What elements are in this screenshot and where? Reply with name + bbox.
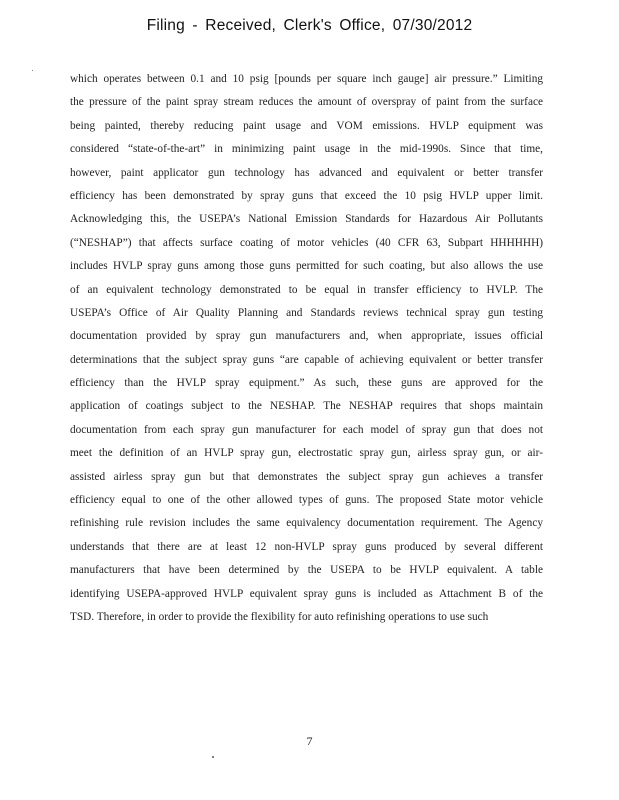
scan-speck	[212, 756, 214, 758]
text-line: considered “state-of-the-art” in minimizing paint usage in the mid-1990s. Since that time,	[70, 143, 543, 156]
filing-stamp-header: Filing - Received, Clerk's Office, 07/30/2012	[146, 17, 473, 34]
text-line: includes HVLP spray guns among those guns permitted for such coating, but also allows the use	[70, 260, 543, 273]
text-line: the pressure of the paint spray stream reduces the amount of overspray of paint from the surface	[70, 96, 543, 109]
text-line: TSD. Therefore, in order to provide the flexibility for auto refinishing operations to use such	[70, 610, 489, 623]
text-line: meet the definition of an HVLP spray gun, electrostatic spray gun, airless spray gun, or air-	[70, 447, 543, 460]
text-line: application of coatings subject to the NESHAP. The NESHAP requires that shops maintain	[70, 400, 543, 413]
text-line: identifying USEPA-approved HVLP equivalent spray guns is included as Attachment B of the	[70, 587, 543, 600]
body-paragraph	[70, 68, 543, 629]
text-line: understands that there are at least 12 non-HVLP spray guns produced by several different	[70, 540, 543, 553]
text-line: manufacturers that have been determined by the USEPA to be HVLP equivalent. A table	[70, 564, 543, 577]
text-line: (“NESHAP”) that affects surface coating of motor vehicles (40 CFR 63, Subpart HHHHHH)	[70, 236, 543, 249]
text-line: which operates between 0.1 and 10 psig [pounds per square inch gauge] air pressure.” Limiting	[70, 73, 543, 85]
scan-speck	[32, 70, 33, 71]
text-line: assisted airless spray gun but that demonstrates the subject spray gun achieves a transfer	[70, 470, 543, 483]
text-line: documentation from each spray gun manufacturer for each model of spray gun that does not	[70, 423, 543, 436]
text-line: documentation provided by spray gun manufacturers and, when appropriate, issues official	[70, 330, 543, 343]
page-number: 7	[306, 734, 313, 748]
text-line: USEPA’s Office of Air Quality Planning and Standards reviews technical spray gun testing	[70, 306, 543, 319]
text-line: being painted, thereby reducing paint usage and VOM emissions. HVLP equipment was	[70, 119, 543, 132]
text-line: efficiency equal to one of the other allowed types of guns. The proposed State motor vehicle	[70, 494, 543, 507]
text-line: Acknowledging this, the USEPA’s National Emission Standards for Hazardous Air Pollutants	[70, 213, 543, 226]
text-line: efficiency than the HVLP spray equipment.” As such, these guns are approved for the	[70, 377, 543, 390]
text-line: however, paint applicator gun technology has advanced and equivalent or better transfer	[70, 166, 543, 179]
text-line: refinishing rule revision includes the same equivalency documentation requirement. The Agency	[70, 517, 543, 530]
text-line: of an equivalent technology demonstrated to be equal in transfer efficiency to HVLP. The	[70, 283, 543, 296]
text-line: determinations that the subject spray guns “are capable of achieving equivalent or better transfer	[70, 353, 543, 366]
text-line: efficiency has been demonstrated by spray guns that exceed the 10 psig HVLP upper limit.	[70, 189, 543, 202]
